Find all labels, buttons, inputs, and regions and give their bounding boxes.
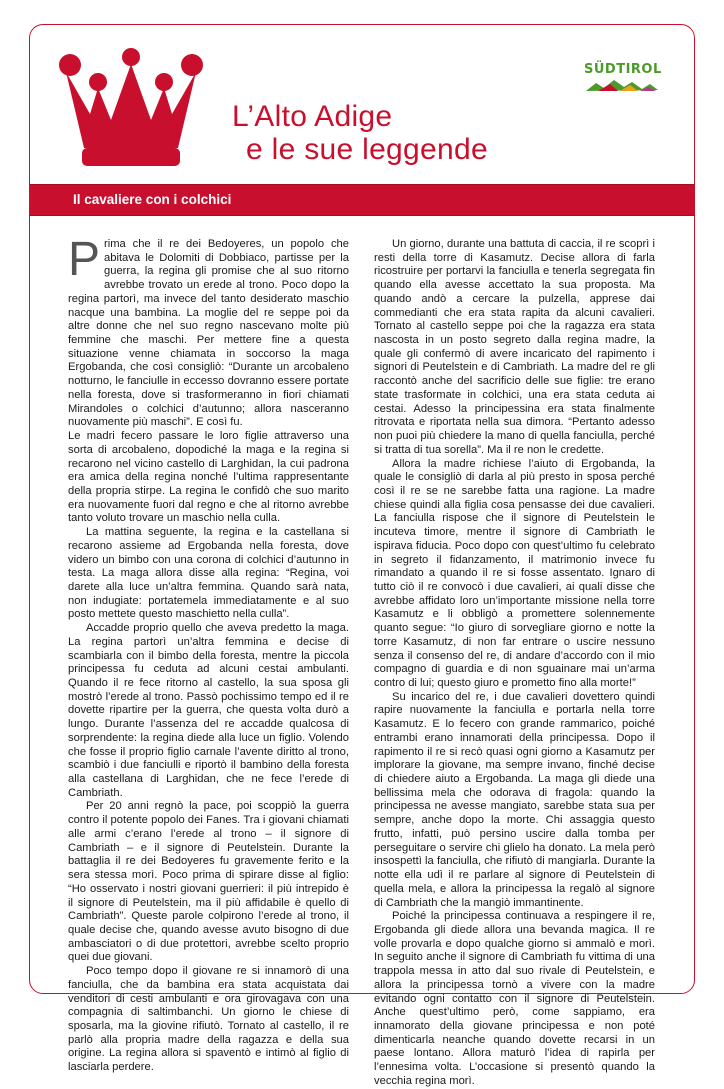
crown-icon [56,48,206,172]
article-column-right [374,238,655,1089]
page-title [232,100,488,166]
paragraph: Accadde proprio quello che aveva predetto la maga. La regina partorì un’altra femmina e decise di scambiarla con il bimbo della foresta, mentre la piccola principessa fu ceduta ad alcuni cestai ambulanti. Quando il re fece ritorno al castello, la sua sposa gli mostrò l’erede al trono. Passò pochissimo tempo ed il re dovette ripartire per la guerra, che questa volta durò a lungo. Durante l’assenza del re accadde qualcosa di sorprendente: la regina diede alla luce un figlio. Volendo che fosse il proprio figlio carnale l’avente diritto al trono, scambiò i due fanciulli e riportò il bambino della foresta alla castellana di Larghidan, che ne fece l’erede di Cambriath. [68,622,349,799]
paragraph: Per 20 anni regnò la pace, poi scoppiò la guerra contro il potente popolo dei Fanes. Tra i giovani chiamati alle armi c’erano l’erede al trono – il signore di Cambriath – e il signore di Peutelstein. Durante la battaglia il re dei Bedoyeres fu gravemente ferito e la sera stessa morì. Poco prima di spirare disse al figlio: “Ho osservato i nostri giovani guerrieri: il più intrepido è il signore di Peutelstein, ma il più affidabile è quello di Cambriath”. Queste parole colpirono l’erede al trono, il quale decise che, quando avesse avuto bisogno di due ambasciatori o di due protettori, avrebbe scelto proprio quei due giovani. [68,800,349,964]
paragraph-text: rima che il re dei Bedoyeres, un popolo che abitava le Dolomiti di Dobbiaco, partisse per la guerra, la regina gli promise che al suo ritorno avrebbe trovato un erede al trono. Poco dopo la regina partorì, ma invece del tanto desiderato maschio nacque una bambina. La moglie del re seppe poi da altre donne che nel suo regno nascevano molte più femmine che maschi. Per mettere fine a questa situazione venne chiamata in soccorso la maga Ergobanda, che così consigliò: “Durante un arcobaleno notturno, le fanciulle in eccesso dovranno essere portate nella foresta, dove si trasformeranno in fiori chiamati Mirandoles o colchici d’autunno; allora nasceranno nuovamente più maschi”. E così fu. [68,238,349,429]
section-band [29,184,695,216]
paragraph: La mattina seguente, la regina e la castellana si recarono assieme ad Ergobanda nella foresta, dove videro un bimbo con una corona di colchici d’autunno in testa. La maga allora disse alla regina: “Regina, voi darete alla luce un’altra femmina. Quando sarà nata, non indugiate: portatemela immediatamente e al suo posto mettete questo maschietto nella culla”. [68,526,349,621]
paragraph: Poiché la principessa continuava a respingere il re, Ergobanda gli diede allora una bevanda magica. Il re volle provarla e dopo qualche giorno si ammalò e morì. In seguito anche il signore di Cambriath fu vittima di una trappola messa in atto dal suo rivale di Peutelstein, e allora la principessa tornò a vivere con la madre evitando ogni contatto con il signore di Peutelstein. Anche quest’ultimo però, come sappiamo, era innamorato della giovane principessa e non poté dimenticarla neanche quando dovette recarsi in un paese lontano. Allora maturò l’idea di rapirla per l’ennesima volta. L’occasione si presentò quando la vecchia regina morì. [374,910,655,1087]
paragraph: Su incarico del re, i due cavalieri dovettero quindi rapire nuovamente la fanciulla e portarla nella torre Kasamutz. E lo fecero con grande rammarico, poiché entrambi erano innamorati della principessa. Dopo il rapimento il re si recò quasi ogni giorno a Kasamutz per implorare la giovane, ma sempre invano, finché decise di chiedere aiuto a Ergobanda. La maga gli diede una bellissima mela che odorava di fragola: quando la principessa ne avesse mangiato, sarebbe stata sua per sempre, anche dopo la morte. Chi assaggia questo frutto, infatti, può persino uscire dalla tomba per perseguitare o servire chi glielo ha donato. La mela però insospettì la fanciulla, che rifiutò di mangiarla. Durante la notte ella udì il re parlare al signore di Peutelstein di quella mela, e allora la principessa la regalò al signore di Cambriath che la mangiò immantinente. [374,690,655,909]
logo-wordmark: SÜDTIROL [584,62,662,77]
paragraph: Poco tempo dopo il giovane re si innamorò di una fanciulla, che da bambina era stata acquistata dai venditori di cesti ambulanti e ora girovagava con una compagnia di saltimbanchi. Un giorno le chiese di sposarla, ma la giovine rifiutò. Tornato al castello, il re parlò alla propria madre della ragazza e della sua origine. La regina allora si spaventò e intimò al figlio di lasciarla perdere. [68,965,349,1074]
paragraph: Un giorno, durante una battuta di caccia, il re scoprì i resti della torre di Kasamutz. Decise allora di farla ricostruire per portarvi la fanciulla e tenerla segregata fin quando ella avesse accettato la sua proposta. Ma quando andò a cercare la pulzella, apprese dai commedianti che era stata rapita da alcuni cavalieri. Tornato al castello seppe poi che la ragazza era stata nascosta in un posto segreto dalla regina madre, la quale gli confermò di avere incaricato del rapimento i signori di Peutelstein e di Cambriath. La madre del re gli raccontò anche del sacrificio delle sue figlie: tre erano state trasformate in colchici, una era stata ceduta ai cestai. Adesso la principessina era stata finalmente ritrovata e riportata nella sua dimora. “Pertanto adesso non puoi più chiedere la mano di quella fanciulla, perché si tratta di tua sorella”. Ma il re non le credette. [374,238,655,456]
paragraph: Le madri fecero passare le loro figlie attraverso una sorta di arcobaleno, dopodiché la maga e la regina si recarono nel vicino castello di Larghidan, la cui padrona era amica della regina nonché l’ultima rappresentante della propria stirpe. La regina le confidò che suo marito era nuovamente fuori dal regno e che al ritorno avrebbe tanto voluto trovare un maschio nella culla. [68,430,349,525]
title-line-1: L’Alto Adige [232,100,393,133]
title-line-2: e le sue leggende [246,133,488,166]
section-title: Il cavaliere con i colchici [73,192,232,207]
paragraph: Allora la madre richiese l’aiuto di Ergobanda, la quale le consigliò di darla al più presto in sposa perché così il re se ne sarebbe fatta una ragione. La madre chiese quindi alla figlia cosa pensasse dei due cavalieri. La fanciulla rispose che il signore di Peutelstein le incuteva timore, mentre il signore di Cambriath le ispirava fiducia. Poco dopo con quest’ultimo fu celebrato in segreto il fidanzamento, il matrimonio invece fu rimandato a quando il re si fosse assentato. Ignaro di tutto ciò il re convocò i due cavalieri, ai quali disse che avrebbe affidato loro un’importante missione nella torre Kasamutz e li obbligò a promettere solennemente quanto segue: “Io giuro di sorvegliare giorno e notte la torre Kasamutz, di non far entrare o uscire nessuno senza il consenso del re, di andare d’accordo con il mio compagno di guardia e di non sguainare mai un’arma contro di lui; questo giuro e prometto fino alla morte!” [374,457,655,689]
article-column-left [68,233,349,1075]
paragraph [68,233,349,430]
suedtirol-logo [584,62,660,98]
drop-cap: P [68,233,101,286]
mountain-logo-icon [584,77,660,93]
